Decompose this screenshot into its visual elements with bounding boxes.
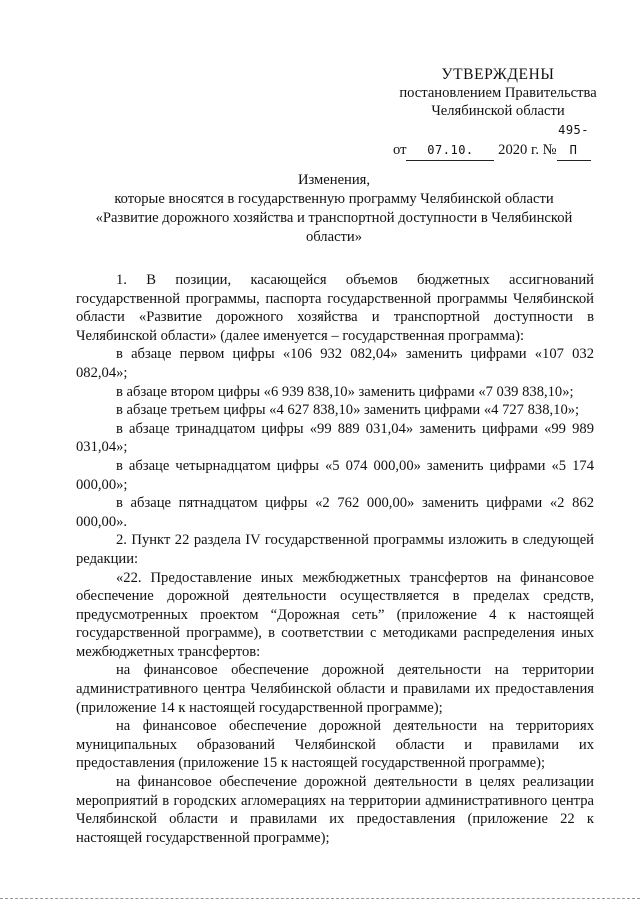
paragraph: на финансовое обеспечение дорожной деятельности на территории административного центра Челябинской области и правилами их предоставления (приложение 14 к настоящей государственной программе);	[76, 662, 594, 716]
paragraph: 1. В позиции, касающейся объемов бюджетных ассигнований государственной программы, паспорта государственной программы Челябинской области «Развитие дорожного хозяйства и транспортной доступности в Челябинской области» (далее именуется – государственная программа):	[76, 272, 594, 344]
page-bottom-divider	[0, 898, 640, 899]
heading-line-2: которые вносятся в государственную программу Челябинской области	[114, 191, 554, 207]
paragraph: в абзаце тринадцатом цифры «99 889 031,04» заменить цифрами «99 989 031,04»;	[76, 420, 594, 456]
paragraph: в абзаце четырнадцатом цифры «5 074 000,00» заменить цифрами «5 174 000,00»;	[76, 457, 594, 493]
date-prefix: от	[393, 142, 407, 158]
document-body	[76, 271, 594, 847]
paragraph: в абзаце пятнадцатом цифры «2 762 000,00» заменить цифрами «2 862 000,00».	[76, 495, 594, 530]
paragraph: в абзаце втором цифры «6 939 838,10» заменить цифрами «7 039 838,10»;	[116, 383, 574, 400]
number-value: 495-П	[557, 120, 591, 161]
heading-line-3: «Развитие дорожного хозяйства и транспортной доступности в Челябинской	[95, 210, 573, 226]
paragraph: в абзаце третьем цифры «4 627 838,10» заменить цифрами «4 727 838,10»;	[116, 402, 580, 419]
paragraph: на финансовое обеспечение дорожной деятельности на территориях муниципальных образований Челябинской области и правилами их предоставления (приложение 15 к настоящей государственной программе);	[76, 718, 594, 772]
approval-block	[393, 66, 603, 161]
document-heading	[76, 171, 592, 247]
paragraph: «22. Предоставление иных межбюджетных трансфертов на финансовое обеспечение дорожной деятельности осуществляется в пределах средств, предусмотренных проектом “Дорожная сеть” (приложение 4 к настоящей государственной программе), в соответствии с методиками распределения иных межбюджетных трансфертов:	[76, 569, 594, 660]
approval-date-line	[393, 120, 603, 161]
heading-line-1: Изменения,	[297, 172, 371, 188]
date-value: 07.10.	[406, 140, 494, 161]
heading-line-4: области»	[305, 229, 363, 245]
approval-line-2: Челябинской области	[431, 103, 565, 119]
year-text: 2020 г. №	[498, 142, 557, 158]
paragraph: на финансовое обеспечение дорожной деятельности в целях реализации мероприятий в городских агломерациях на территории административного центра Челябинской области и правилами их предоставления (приложение 22 к настоящей государственной программе);	[76, 774, 594, 846]
paragraph: 2. Пункт 22 раздела IV государственной программы изложить в следующей редакции:	[76, 532, 594, 567]
approval-line-1: постановлением Правительства	[399, 85, 597, 101]
approval-title: УТВЕРЖДЕНЫ	[441, 66, 555, 83]
paragraph: в абзаце первом цифры «106 932 082,04» заменить цифрами «107 032 082,04»;	[76, 346, 594, 381]
